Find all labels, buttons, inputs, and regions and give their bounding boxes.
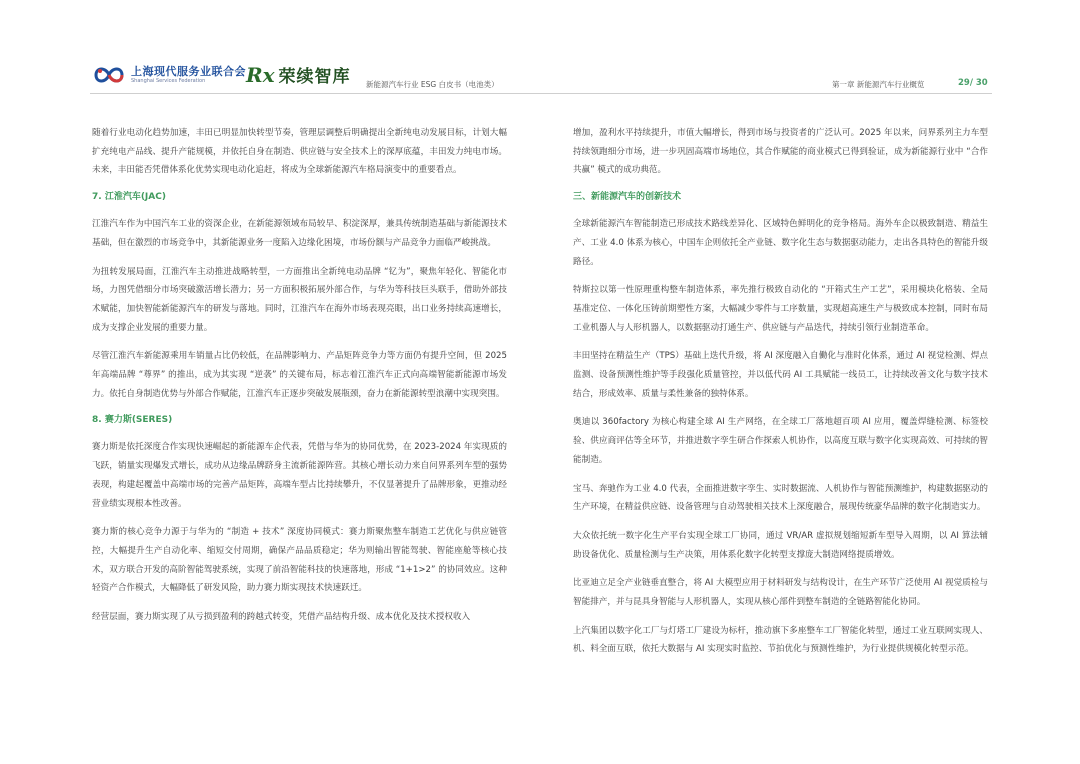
paragraph: 赛力斯的核心竞争力源于与华为的 “制造 + 技术” 深度协同模式：赛力斯聚焦整车制造工艺优化与供应链管控，大幅提升生产自动化率、缩短交付周期，确保产品品质稳定；华为则输出智能驾驶、智能座舱等核心技术，双方联合开发的高阶智能驾驶系统，实现了前沿智能科技的快速落地，形成 “1+1>2” 的协同效应。这种轻资产合作模式，大幅降低了研发风险，助力赛力斯实现技术快速跃迁。 [92, 527, 507, 594]
brand-mark: Rx [246, 62, 275, 87]
section-heading-jac: 7. 江淮汽车(JAC) [92, 192, 166, 203]
paragraph: 大众依托统一数字化生产平台实现全球工厂协同，通过 VR/AR 虚拟规划缩短新车型导入周期，以 AI 算法辅助设备优化、质量检测与生产决策，用体系化数字化转型支撑庞大制造网络提质增效。 [573, 530, 988, 560]
shanghai-services-federation-logo [92, 62, 246, 88]
federation-emblem-icon [92, 62, 126, 88]
paragraph: 增加，盈利水平持续提升，市值大幅增长，得到市场与投资者的广泛认可。2025 年以来，问界系列主力车型持续领跑细分市场，进一步巩固高端市场地位，其合作赋能的商业模式已得到验证，成为新能源行业中 “合作共赢” 模式的成功典范。 [573, 128, 988, 176]
page-header [0, 0, 1080, 110]
paragraph: 奥迪以 360factory 为核心构建全球 AI 生产网络，在全球工厂落地超百项 AI 应用，覆盖焊缝检测、标签校验、供应商评估等全环节，并推进数字孪生研合作探索人机协作，以高度互联与数字化实现高效、可持续的智能制造。 [573, 417, 988, 465]
paragraph: 上汽集团以数字化工厂与灯塔工厂建设为标杆，推动旗下多座整车工厂智能化转型，通过工业互联网实现人、机、料全面互联，依托大数据与 AI 实现实时监控、节拍优化与预测性维护，为行业提供规模化转型示范。 [573, 625, 988, 655]
paragraph: 为扭转发展局面，江淮汽车主动推进战略转型，一方面推出全新纯电动品牌 “钇为”，聚焦年轻化、智能化市场，力图凭借细分市场突破激活增长潜力；另一方面积极拓展外部合作，与华为等科技巨头联手，借助外部技术赋能，加快智能新能源汽车的研发与落地。同时，江淮汽车在海外市场表现亮眼，出口业务持续高速增长，成为支撑企业发展的重要力量。 [92, 266, 507, 333]
paragraph: 江淮汽车作为中国汽车工业的资深企业，在新能源领域布局较早、积淀深厚，兼具传统制造基础与新能源技术基础，但在激烈的市场竞争中，其新能源业务一度陷入边缘化困境，市场份额与产品竞争力面临严峻挑战。 [92, 219, 507, 248]
section-heading-seres: 8. 赛力斯(SERES) [92, 415, 173, 426]
org-name-en: Shanghai Services Federation [131, 78, 206, 84]
paragraph: 随着行业电动化趋势加速，丰田已明显加快转型节奏，管理层调整后明确提出全新纯电动发展目标，计划大幅扩充纯电产品线、提升产能规模，并依托自身在制造、供应链与安全技术上的深厚底蕴，丰田发力纯电市场。未来，丰田能否凭借体系化优势实现电动化追赶，将成为全球新能源汽车格局演变中的重要看点。 [92, 128, 507, 176]
paragraph: 宝马、奔驰作为工业 4.0 代表，全面推进数字孪生、实时数据流、人机协作与智能预测维护，构建数据驱动的生产环境，在精益供应链、设备管理与自动驾驶相关技术上深度融合，展现传统豪华品牌的数字化制造实力。 [573, 483, 988, 513]
paragraph: 全球新能源汽车智能制造已形成技术路线差异化、区域特色鲜明化的竞争格局。海外车企以极致制造、精益生产、工业 4.0 体系为核心，中国车企则依托全产业链、数字化生态与数据驱动能力，走出各具特色的智能升级路径。 [573, 219, 988, 267]
paragraph: 丰田坚持在精益生产（TPS）基础上迭代升级，将 AI 深度融入自働化与准时化体系，通过 AI 视觉检测、焊点监测、设备预测性维护等手段强化质量管控，并以低代码 AI 工具赋能一线员工，让持续改善文化与数字技术结合，形成效率、质量与柔性兼备的独特体系。 [573, 351, 988, 399]
paragraph: 特斯拉以第一性原理重构整车制造体系，率先推行极致自动化的 “开箱式生产工艺”，采用模块化格装、全局基准定位、一体化压铸前期塑性方案，大幅减少零件与工序数量，实现超高速生产与极致成本控制，同时布局工业机器人与人形机器人，以数据驱动打通生产、供应链与产品迭代，持续引领行业制造革命。 [573, 285, 988, 333]
brand-name: 荣续智库 [278, 67, 351, 87]
rongxu-think-tank-logo [246, 62, 351, 87]
section-heading-innovation: 三、新能源汽车的创新技术 [573, 192, 682, 203]
document-title: 新能源汽车行业 ESG 白皮书（电池类） [366, 80, 499, 89]
paragraph: 比亚迪立足全产业链垂直整合，将 AI 大模型应用于材料研发与结构设计，在生产环节广泛使用 AI 视觉质检与智能排产，并与昆具身智能与人形机器人，实现从核心部件到整车制造的全链路智能化协同。 [573, 578, 988, 608]
paragraph: 经营层面，赛力斯实现了从亏损到盈利的跨越式转变，凭借产品结构升级、成本优化及技术授权收入 [92, 612, 471, 623]
paragraph: 尽管江淮汽车新能源乘用车销量占比仍较低，在品牌影响力、产品矩阵竞争力等方面仍有提升空间，但 2025 年高端品牌 “尊界” 的推出，成为其实现 “逆袭” 的关键布局，标志着江淮汽车正式向高端智能新能源市场发力。依托自身制造优势与外部合作赋能，江淮汽车正逐步突破发展瓶颈，奋力在新能源转型浪潮中实现突围。 [92, 351, 507, 399]
org-name-cn: 上海现代服务业联合会 [131, 65, 246, 78]
chapter-title: 第一章 新能源汽车行业概览 [832, 80, 925, 89]
right-column [573, 124, 988, 669]
paragraph: 赛力斯是依托深度合作实现快速崛起的新能源车企代表，凭借与华为的协同优势，在 2023-2024 年实现质的飞跃，销量实现爆发式增长，成功从边缘品牌跻身主流新能源阵营。其核心增长动力来自问界系列车型的强势表现，构建起覆盖中高端市场的完善产品矩阵，高端车型占比持续攀升，不仅显著提升了品牌形象，更推动经营业绩实现根本性改善。 [92, 442, 507, 509]
page-number: 29/ 30 [958, 78, 988, 88]
left-column [92, 124, 507, 637]
header-divider [90, 93, 992, 94]
